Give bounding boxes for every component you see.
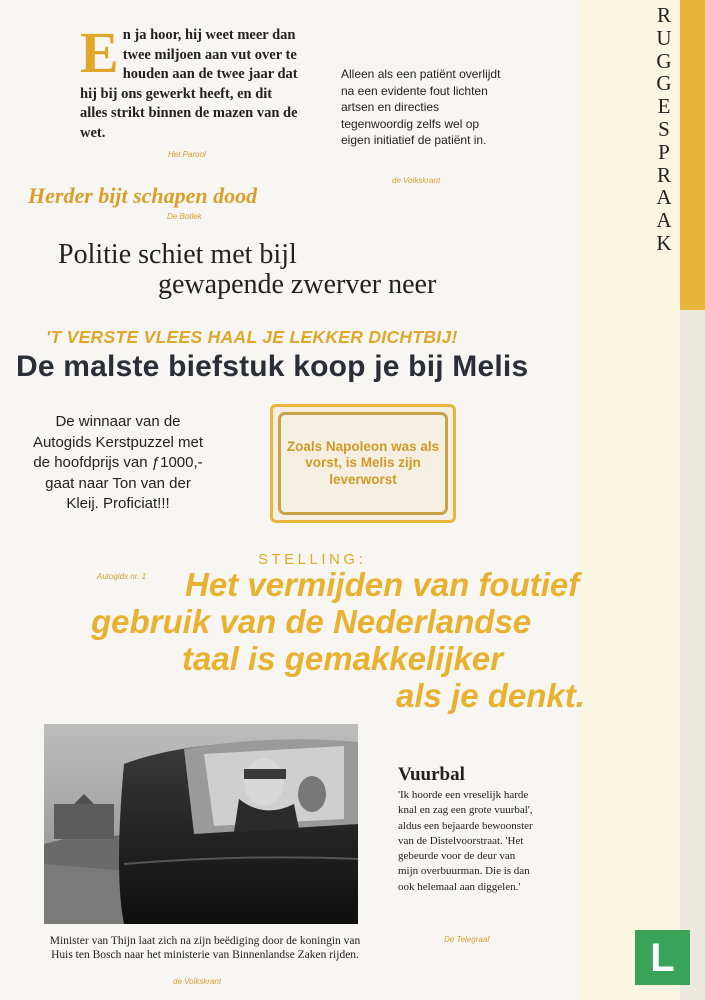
side-accent-bar (680, 0, 705, 310)
quote-source: Het Parool (168, 150, 206, 159)
logo-letter: L (650, 935, 675, 980)
title-letter: U (656, 25, 674, 50)
photo-illustration (44, 724, 358, 924)
headline-line: Politie schiet met bijl (58, 239, 297, 270)
stelling-line: Het vermijden van foutief (185, 566, 580, 603)
headline-politie (58, 240, 436, 300)
stelling-line: gebruik van de Nederlandse (91, 603, 532, 640)
stelling-label: STELLING: (258, 551, 367, 568)
title-letter: R (656, 3, 673, 27)
quote-source: de Volkskrant (392, 176, 441, 185)
title-letter: R (656, 162, 673, 187)
headline-source: De Botlek (167, 212, 202, 221)
photo-source: de Volkskrant (173, 977, 222, 986)
quote-text: n ja hoor, hij weet meer dan twee miljoen aan vut over te houden aan de twee jaar dat hij bij ons gewerkt heeft, en dit alles strikt binnen de mazen van de wet. (80, 27, 298, 141)
winner-notice: De winnaar van de Autogids Kerstpuzzel met de hoofdprijs van ƒ1000,- gaat naar Ton van der Kleij. Proficiat!!! (32, 413, 204, 512)
title-letter: G (656, 48, 674, 73)
corner-logo (635, 930, 690, 985)
dropcap: E (80, 20, 119, 85)
stelling-line: als je denkt. (396, 677, 585, 714)
ad-headline: De malste biefstuk koop je bij Melis (16, 350, 529, 383)
title-letter: P (658, 139, 672, 164)
ad-box-inner (278, 412, 448, 515)
title-letter: G (656, 71, 674, 96)
vuurbal-title: Vuurbal (398, 764, 465, 785)
vuurbal-source: De Telegraaf (444, 935, 490, 944)
photo-minister-car (44, 724, 358, 924)
ad-box (270, 404, 456, 523)
title-letter: E (657, 94, 673, 119)
title-letter: K (656, 230, 674, 255)
quote-parool (80, 20, 300, 143)
title-letter: S (658, 116, 672, 141)
quote-volkskrant: Alleen als een patiënt overlijdt na een evidente fout lichten artsen en directies tegenwoordig zelfs wel op eigen initiatief de patiënt in. (341, 67, 501, 147)
vuurbal-text: 'Ik hoorde een vreselijk harde knal en zag een grote vuurbal', aldus een bejaarde bewoonster van de Distelvoorstraat. 'Het gebeurde voor de deur van mijn overbuurman. Die is dan ook helemaal aan diggelen.' (398, 789, 533, 893)
winner-source: Autogids nr. 1 (97, 572, 147, 581)
title-letter: A (656, 208, 674, 233)
title-letter: A (656, 185, 674, 210)
stelling-line: taal is gemakkelijker (182, 640, 504, 677)
headline-herder: Herder bijt schapen dood (28, 183, 258, 208)
stelling-statement (60, 566, 685, 714)
ad-tagline: 'T VERSTE VLEES HAAL JE LEKKER DICHTBIJ! (46, 327, 458, 347)
section-title-ruggespraak (650, 4, 680, 304)
headline-line: gewapende zwerver neer (158, 269, 437, 300)
ad-box-text: Zoals Napoleon was als vorst, is Melis zijn leverworst (286, 438, 440, 487)
photo-caption: Minister van Thijn laat zich na zijn beëdiging door de koningin van Huis ten Bosch naar het ministerie van Binnenlandse Zaken rijden. (49, 935, 361, 961)
